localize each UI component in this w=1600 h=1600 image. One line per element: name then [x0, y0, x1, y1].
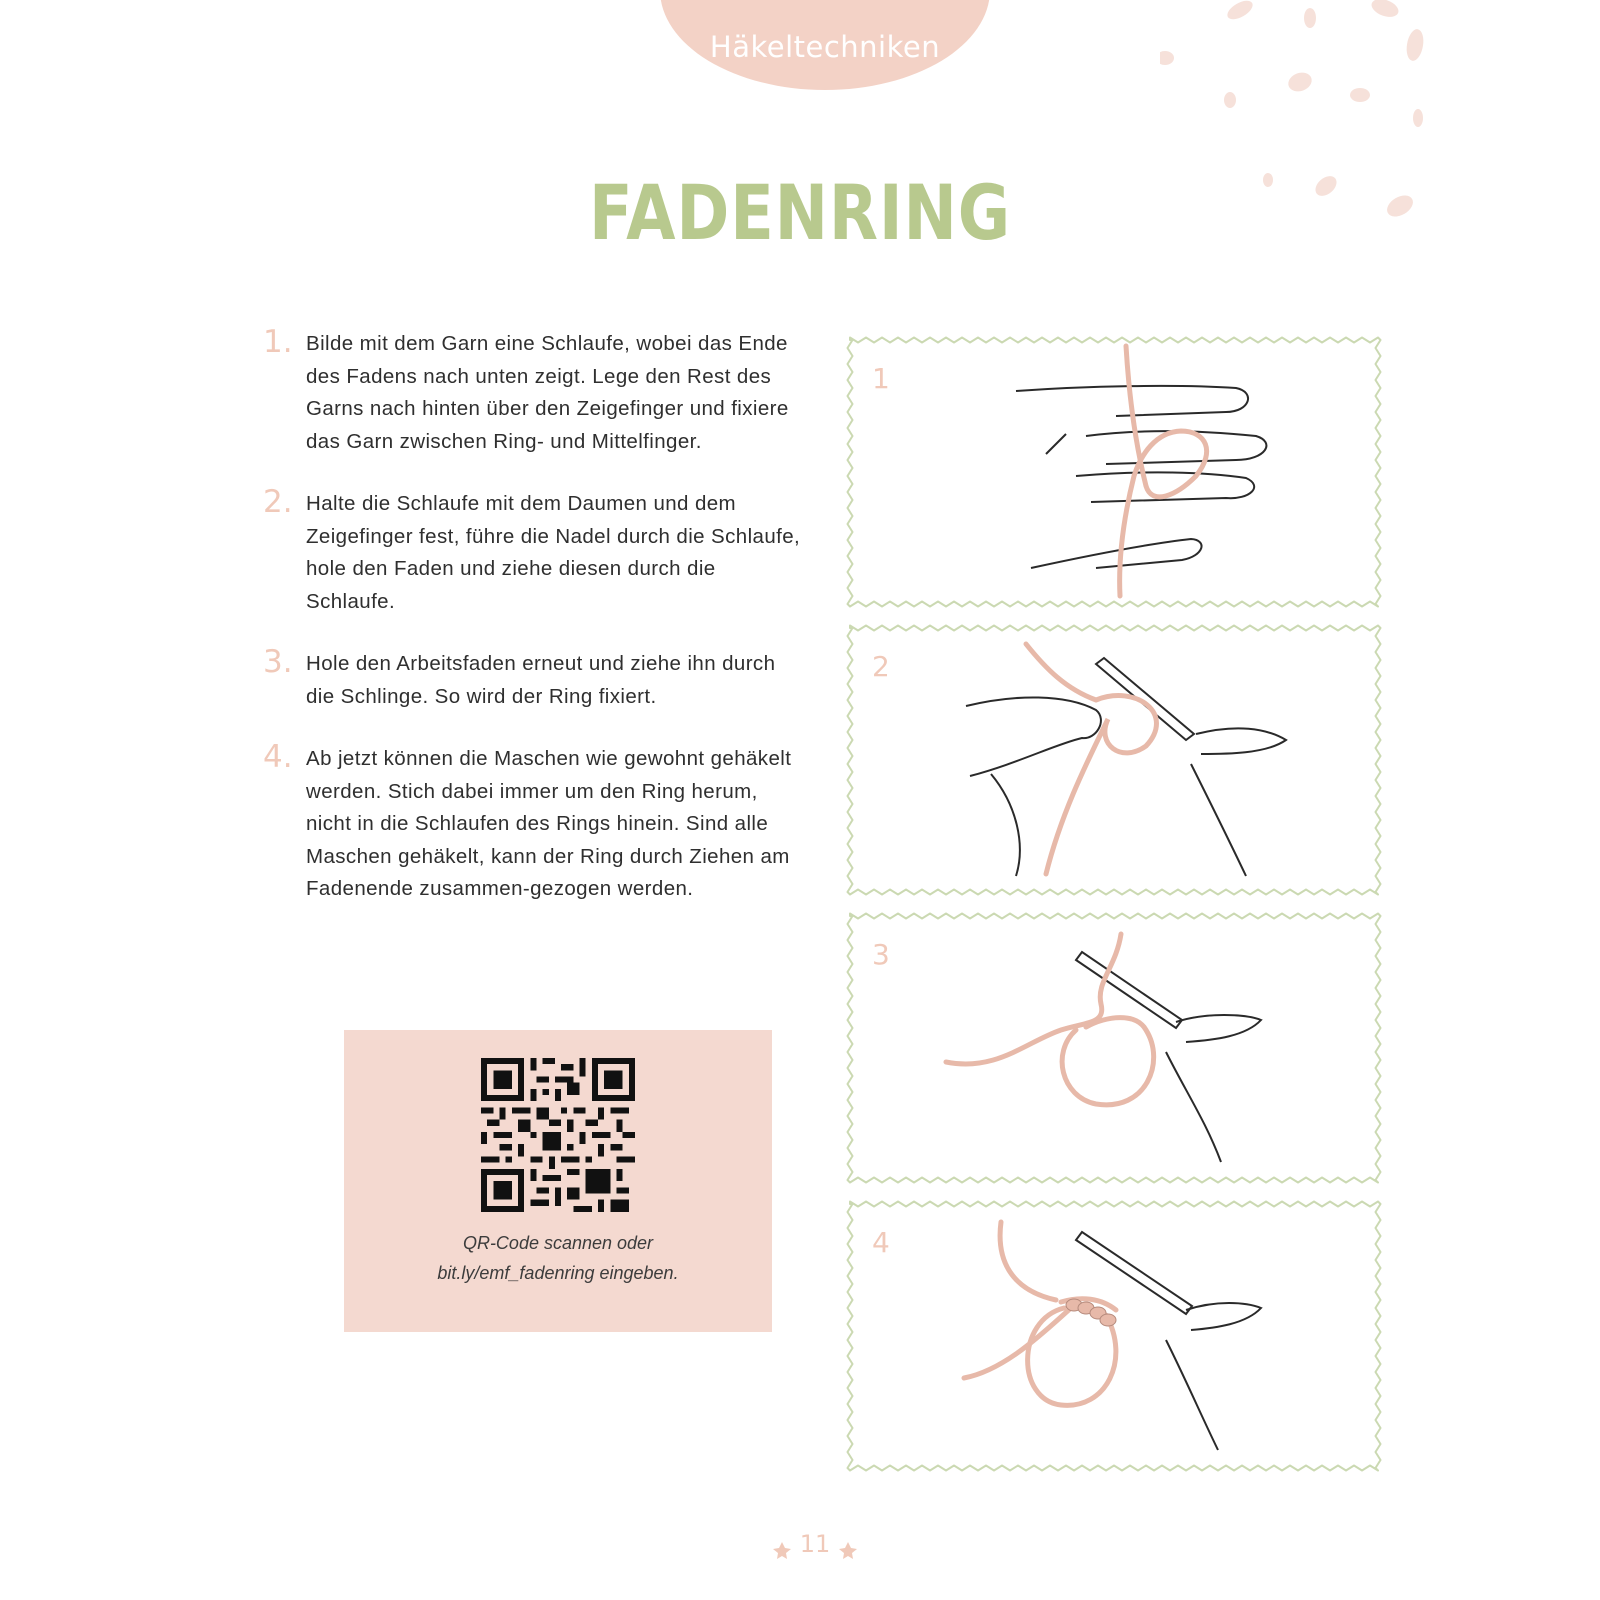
step-number: 3.: [263, 644, 293, 680]
step-text: Bilde mit dem Garn eine Schlaufe, wobei das Ende des Fadens nach unten zeigt. Lege den Rest des Garns nach hinten über den Zeigefinger und fixiere das Garn zwischen Ring- und Mittelfinger.: [306, 332, 789, 453]
step-1: [263, 324, 803, 458]
ring-hook-illustration: [846, 912, 1382, 1184]
step-2: [263, 484, 803, 618]
step-number: 2.: [263, 484, 293, 520]
qr-caption-line2[interactable]: bit.ly/emf_fadenring eingeben.: [437, 1263, 679, 1283]
step-text: Halte die Schlaufe mit dem Daumen und dem Zeigefinger fest, führe die Nadel durch die Schlaufe, hole den Faden und ziehe diesen durch die Schlaufe.: [306, 492, 801, 613]
page-footer: [760, 1528, 870, 1568]
step-4: [263, 739, 803, 906]
step-text: Ab jetzt können die Maschen wie gewohnt gehäkelt werden. Stich dabei immer um den Ring herum, nicht in die Schlaufen des Rings hinein. Sind alle Maschen gehäkelt, kann der Ring durch Ziehen am Fadenende zusammen-gezogen werden.: [306, 747, 792, 900]
qr-code[interactable]: [481, 1058, 635, 1212]
panel-number: 1: [872, 362, 890, 395]
step-number: 4.: [263, 739, 293, 775]
qr-caption-line1: QR-Code scannen oder: [462, 1233, 654, 1253]
qr-box: [344, 1030, 772, 1332]
panel-number: 4: [872, 1226, 890, 1259]
qr-caption: [344, 1228, 772, 1288]
illustration-panel-3: [846, 912, 1382, 1184]
step-number: 1.: [263, 324, 293, 360]
steps-list: [263, 324, 803, 936]
section-label: Häkeltechniken: [709, 30, 941, 64]
illustration-panel-1: [846, 336, 1382, 608]
panel-number: 3: [872, 938, 890, 971]
panel-number: 2: [872, 650, 890, 683]
page-title: FADENRING: [588, 168, 1012, 257]
page-number: 11: [799, 1530, 831, 1558]
illustration-panel-4: [846, 1200, 1382, 1472]
hand-yarn-illustration: [846, 336, 1382, 608]
step-3: [263, 644, 803, 713]
step-text: Hole den Arbeitsfaden erneut und ziehe ihn durch die Schlinge. So wird der Ring fixiert.: [306, 652, 776, 708]
finished-ring-illustration: [846, 1200, 1382, 1472]
illustration-panel-2: [846, 624, 1382, 896]
hands-hook-illustration: [846, 624, 1382, 896]
